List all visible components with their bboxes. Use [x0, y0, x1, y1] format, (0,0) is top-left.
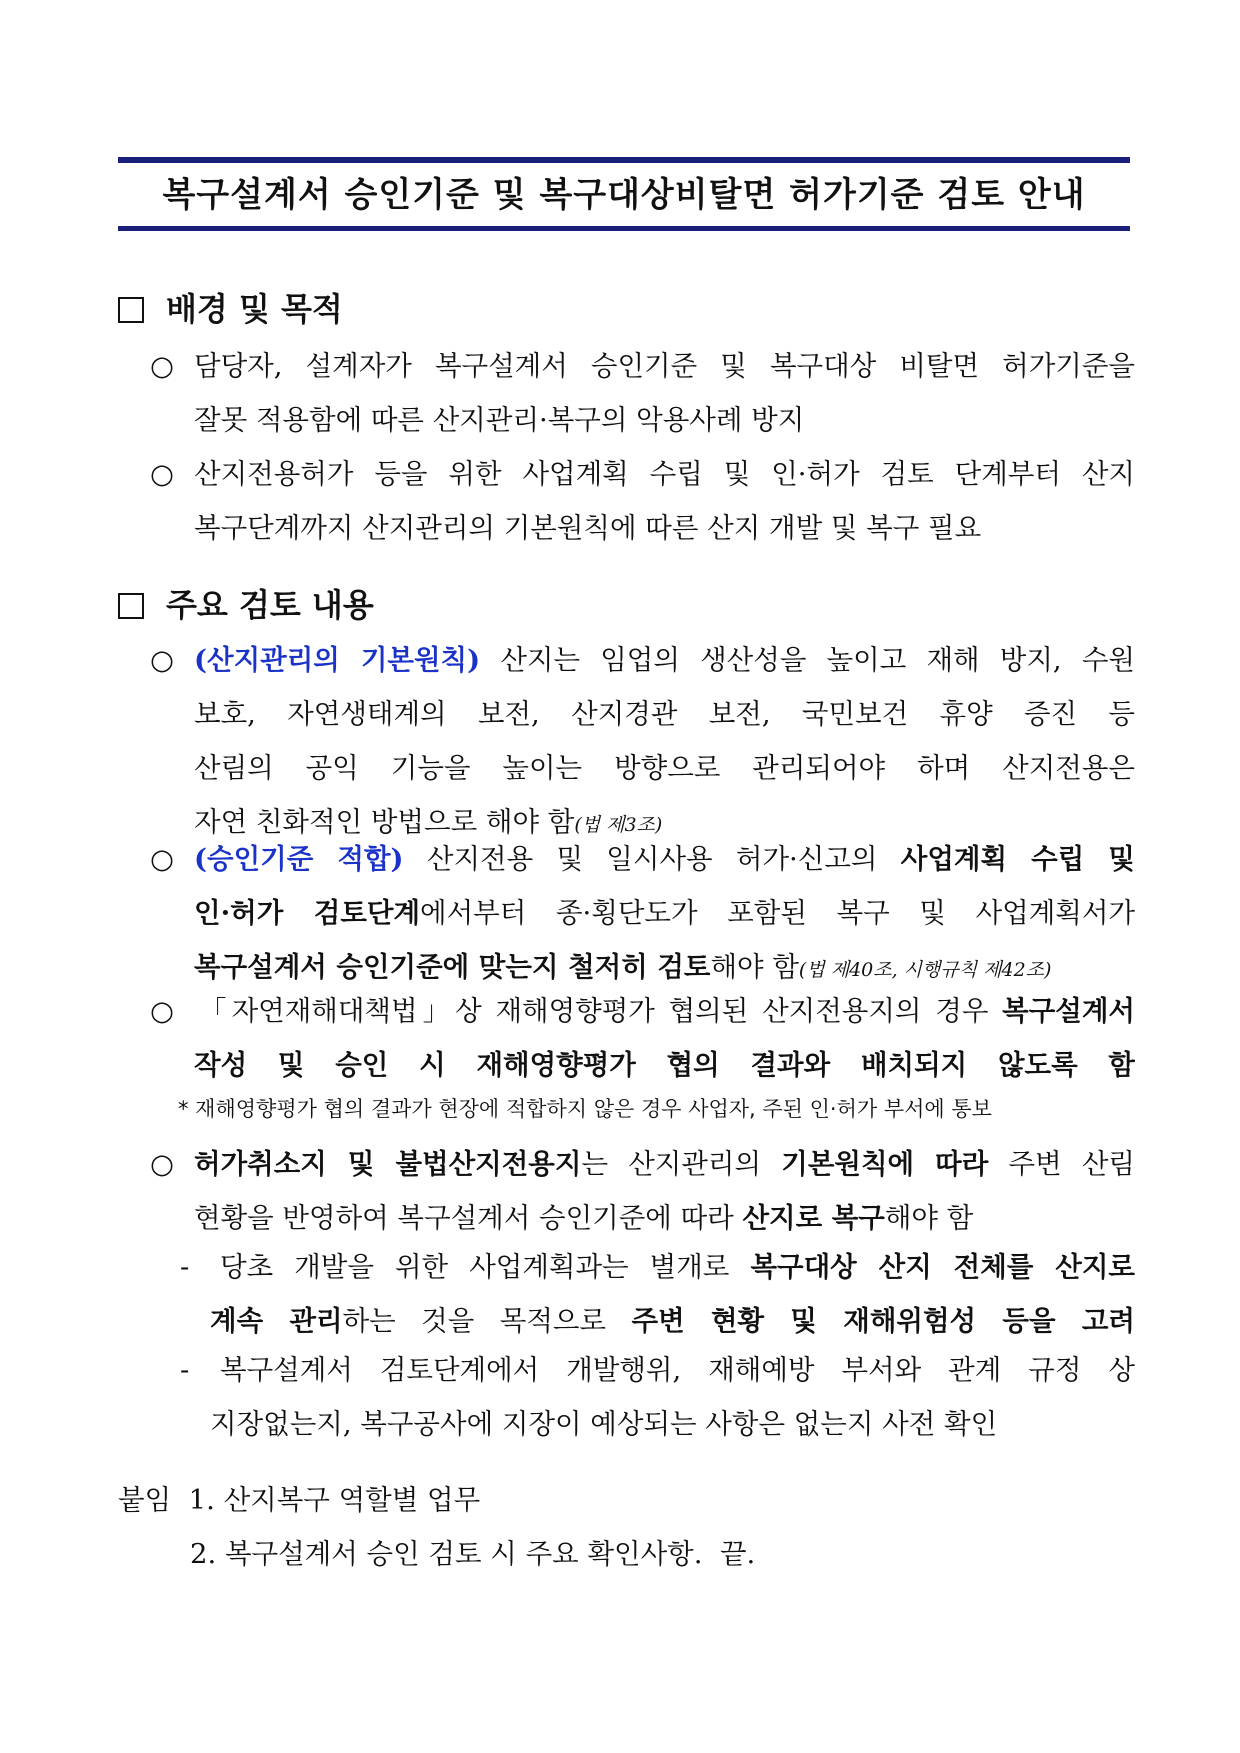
title-rule-bottom: [118, 226, 1130, 231]
item-label: (승인기준 적합): [194, 843, 404, 875]
text-line: ○ 산지전용허가 등을 위한 사업계획 수립 및 인·허가 검토 단계부터 산지: [150, 447, 1135, 501]
circle-bullet-icon: ○: [150, 458, 174, 490]
list-item-background-1: [150, 339, 1135, 447]
list-item-disaster-assessment: [150, 984, 1135, 1092]
attachment-item: 1. 산지복구 역할별 업무: [188, 1484, 481, 1516]
text-line: 인·허가 검토단계에서부터 종·횡단도가 포함된 복구 및 사업계획서가: [194, 897, 1135, 929]
text-line: ○ (승인기준 적합) 산지전용 및 일시사용 허가·신고의 사업계획 수립 및: [150, 832, 1135, 886]
text-line: 자연 친화적인 방법으로 해야 함(법 제3조): [194, 806, 663, 838]
list-item-basic-principle: [150, 633, 1135, 852]
text-line: 잘못 적용함에 따른 산지관리·복구의 악용사례 방지: [194, 404, 805, 436]
text-line: 현황을 반영하여 복구설계서 승인기준에 따라 산지로 복구해야 함: [194, 1202, 974, 1234]
checkbox-square-icon: [118, 593, 144, 619]
text-line: 지장없는지, 복구공사에 지장이 예상되는 사항은 없는지 사전 확인: [210, 1408, 998, 1440]
footnote: * 재해영향평가 협의 결과가 현장에 적합하지 않은 경우 사업자, 주된 인·허가 부서에 통보: [178, 1097, 992, 1121]
section-title: 주요 검토 내용: [166, 586, 374, 624]
sub-item-2: [150, 1343, 1135, 1451]
checkbox-square-icon: [118, 297, 144, 323]
text-line: ○ 「자연재해대책법」상 재해영향평가 협의된 산지전용지의 경우 복구설계서: [150, 984, 1135, 1038]
attachment-label: 붙임: [118, 1484, 172, 1516]
text-line: ○ 담당자, 설계자가 복구설계서 승인기준 및 복구대상 비탈면 허가기준을: [150, 339, 1135, 393]
title-rule-top: [118, 157, 1130, 163]
text-line: - 복구설계서 검토단계에서 개발행위, 재해예방 부서와 관계 규정 상: [150, 1343, 1135, 1397]
section-heading-review: [118, 580, 374, 626]
item-label: (산지관리의 기본원칙): [194, 644, 481, 676]
text-line: 복구설계서 승인기준에 맞는지 철저히 검토해야 함(법 제40조, 시행규칙 제42조): [194, 951, 1052, 983]
attachment-line-1: [118, 1473, 480, 1527]
text-line: 작성 및 승인 시 재해영향평가 협의 결과와 배치되지 않도록 함: [194, 1049, 1135, 1081]
attachment-line-2: [190, 1527, 755, 1581]
text-line: 계속 관리하는 것을 목적으로 주변 현황 및 재해위험성 등을 고려: [210, 1305, 1135, 1337]
circle-bullet-icon: ○: [150, 843, 174, 875]
list-item-revoked-land: [150, 1137, 1135, 1245]
text-line: ○ (산지관리의 기본원칙) 산지는 임업의 생산성을 높이고 재해 방지, 수원: [150, 633, 1135, 687]
sub-item-1: [150, 1240, 1135, 1348]
circle-bullet-icon: ○: [150, 1148, 174, 1180]
text-line: 보호, 자연생태계의 보전, 산지경관 보전, 국민보건 휴양 증진 등: [194, 698, 1135, 730]
attachment-item: 2. 복구설계서 승인 검토 시 주요 확인사항.: [190, 1538, 703, 1570]
list-item-background-2: [150, 447, 1135, 555]
dash-bullet-icon: -: [180, 1251, 190, 1283]
circle-bullet-icon: ○: [150, 644, 174, 676]
circle-bullet-icon: ○: [150, 995, 174, 1027]
law-reference: (법 제40조, 시행규칙 제42조): [798, 959, 1052, 981]
text-line: 산림의 공익 기능을 높이는 방향으로 관리되어야 하며 산지전용은: [194, 752, 1135, 784]
document-title: 복구설계서 승인기준 및 복구대상비탈면 허가기준 검토 안내: [162, 175, 1086, 215]
end-mark: 끝.: [719, 1538, 756, 1570]
dash-bullet-icon: -: [180, 1354, 190, 1386]
list-item-approval-standard: [150, 832, 1135, 997]
circle-bullet-icon: ○: [150, 350, 174, 382]
text-line: - 당초 개발을 위한 사업계획과는 별개로 복구대상 산지 전체를 산지로: [150, 1240, 1135, 1294]
text-line: 복구단계까지 산지관리의 기본원칙에 따른 산지 개발 및 복구 필요: [194, 512, 982, 544]
section-title: 배경 및 목적: [166, 290, 343, 328]
law-reference: (법 제3조): [574, 814, 663, 836]
text-line: ○ 허가취소지 및 불법산지전용지는 산지관리의 기본원칙에 따라 주변 산림: [150, 1137, 1135, 1191]
section-heading-background: [118, 284, 343, 330]
